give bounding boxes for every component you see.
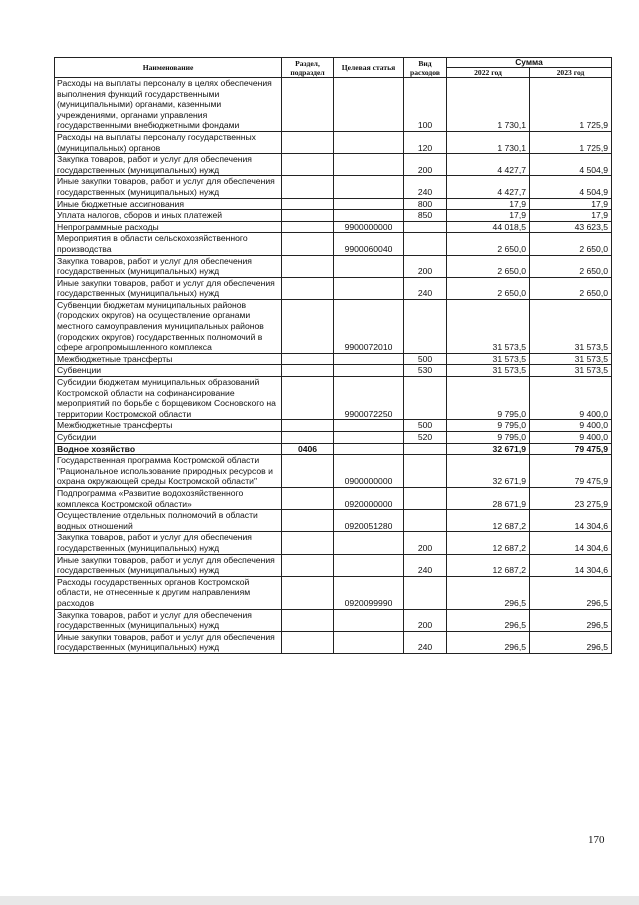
cell-2023: 14 304,6 [530,532,612,554]
header-name: Наименование [55,58,282,78]
cell-2023: 296,5 [530,609,612,631]
header-2023: 2023 год [530,68,612,78]
cell-name: Иные бюджетные ассигнования [55,198,282,210]
cell-kind: 200 [404,154,447,176]
cell-target [334,255,404,277]
cell-kind: 520 [404,432,447,444]
table-row [55,576,612,609]
cell-name: Закупка товаров, работ и услуг для обеспечения государственных (муниципальных) нужд [55,609,282,631]
table-row [55,233,612,255]
cell-section [282,455,334,488]
cell-2022: 296,5 [447,609,530,631]
cell-2023: 1 725,9 [530,78,612,132]
cell-target [334,78,404,132]
cell-2022: 1 730,1 [447,78,530,132]
cell-name: Субвенции [55,365,282,377]
table-row [55,510,612,532]
table-row [55,255,612,277]
cell-kind [404,377,447,420]
cell-kind: 200 [404,255,447,277]
cell-2022: 31 573,5 [447,353,530,365]
cell-section [282,299,334,353]
cell-kind [404,299,447,353]
cell-target [334,609,404,631]
cell-section [282,510,334,532]
cell-section [282,377,334,420]
cell-section [282,576,334,609]
cell-name: Водное хозяйство [55,443,282,455]
cell-section [282,631,334,653]
cell-kind: 500 [404,353,447,365]
cell-2023: 2 650,0 [530,233,612,255]
budget-table-page [54,57,612,654]
cell-target [334,154,404,176]
cell-2022: 31 573,5 [447,299,530,353]
cell-section [282,221,334,233]
cell-2022: 2 650,0 [447,233,530,255]
cell-name: Субсидии бюджетам муниципальных образований Костромской области на софинансирование мероприятий по борьбе с борщевиком Сосновского на территории Костромской области [55,377,282,420]
cell-2023: 9 400,0 [530,432,612,444]
table-row [55,221,612,233]
cell-target [334,420,404,432]
cell-2023: 2 650,0 [530,255,612,277]
budget-table [54,57,612,654]
cell-2023: 4 504,9 [530,176,612,198]
cell-section [282,432,334,444]
cell-section [282,554,334,576]
cell-name: Уплата налогов, сборов и иных платежей [55,210,282,222]
cell-2023: 9 400,0 [530,377,612,420]
cell-kind: 850 [404,210,447,222]
cell-target: 9900072250 [334,377,404,420]
table-row [55,365,612,377]
table-row [55,299,612,353]
cell-target [334,198,404,210]
cell-name: Государственная программа Костромской области "Рациональное использование природных ресурсов и охрана окружающей среды Костромской области" [55,455,282,488]
cell-2022: 1 730,1 [447,131,530,153]
cell-kind [404,576,447,609]
cell-kind: 240 [404,277,447,299]
cell-target: 0920000000 [334,487,404,509]
table-row [55,154,612,176]
table-row [55,131,612,153]
cell-section [282,353,334,365]
cell-2022: 31 573,5 [447,365,530,377]
cell-2023: 23 275,9 [530,487,612,509]
table-row [55,198,612,210]
cell-2022: 32 671,9 [447,455,530,488]
header-target: Целевая статья [334,58,404,78]
cell-2023: 296,5 [530,631,612,653]
cell-target: 9900072010 [334,299,404,353]
table-body [55,78,612,654]
table-row [55,554,612,576]
cell-name: Расходы государственных органов Костромской области, не отнесенные к другим направлениям расходов [55,576,282,609]
cell-target [334,443,404,455]
cell-target [334,432,404,444]
cell-name: Подпрограмма «Развитие водохозяйственного комплекса Костромской области» [55,487,282,509]
header-2022: 2022 год [447,68,530,78]
scan-bottom-edge [0,896,639,905]
cell-name: Осуществление отдельных полномочий в области водных отношений [55,510,282,532]
cell-kind: 100 [404,78,447,132]
cell-name: Расходы на выплаты персоналу государственных (муниципальных) органов [55,131,282,153]
cell-target [334,176,404,198]
cell-target [334,353,404,365]
table-row [55,432,612,444]
cell-name: Расходы на выплаты персоналу в целях обеспечения выполнения функций государственными (муниципальными) органами, казенными учреждениями, органами управления государственными внебюджетными фондами [55,78,282,132]
table-row [55,532,612,554]
cell-2022: 17,9 [447,198,530,210]
cell-2023: 79 475,9 [530,443,612,455]
header-kind: Вид расходов [404,58,447,78]
cell-section [282,255,334,277]
cell-section [282,210,334,222]
cell-2022: 12 687,2 [447,554,530,576]
cell-name: Закупка товаров, работ и услуг для обеспечения государственных (муниципальных) нужд [55,255,282,277]
cell-target: 0920099990 [334,576,404,609]
cell-name: Иные закупки товаров, работ и услуг для обеспечения государственных (муниципальных) нужд [55,277,282,299]
cell-target [334,631,404,653]
cell-kind [404,221,447,233]
cell-2023: 43 623,5 [530,221,612,233]
cell-target: 9900000000 [334,221,404,233]
table-row [55,487,612,509]
cell-target [334,554,404,576]
cell-kind: 200 [404,532,447,554]
cell-2023: 31 573,5 [530,299,612,353]
cell-2023: 17,9 [530,198,612,210]
cell-kind [404,510,447,532]
cell-target: 9900060040 [334,233,404,255]
cell-2022: 4 427,7 [447,154,530,176]
table-row [55,609,612,631]
cell-kind: 200 [404,609,447,631]
cell-kind [404,455,447,488]
cell-kind: 500 [404,420,447,432]
cell-2023: 2 650,0 [530,277,612,299]
cell-2022: 12 687,2 [447,510,530,532]
cell-2023: 1 725,9 [530,131,612,153]
cell-kind [404,487,447,509]
cell-name: Закупка товаров, работ и услуг для обеспечения государственных (муниципальных) нужд [55,532,282,554]
cell-kind: 120 [404,131,447,153]
table-row [55,277,612,299]
cell-kind: 800 [404,198,447,210]
cell-name: Субвенции бюджетам муниципальных районов (городских округов) на осуществление органами местного самоуправления муниципальных районов (городских округов) государственных полномочий в сфере агропромышленного комплекса [55,299,282,353]
cell-section [282,176,334,198]
cell-section [282,420,334,432]
table-row [55,377,612,420]
cell-kind: 240 [404,554,447,576]
cell-2023: 4 504,9 [530,154,612,176]
cell-section [282,78,334,132]
cell-name: Мероприятия в области сельскохозяйственного производства [55,233,282,255]
table-row [55,420,612,432]
cell-section [282,198,334,210]
cell-name: Непрограммные расходы [55,221,282,233]
cell-2022: 296,5 [447,631,530,653]
table-row [55,210,612,222]
cell-section: 0406 [282,443,334,455]
cell-target [334,131,404,153]
cell-section [282,277,334,299]
cell-target [334,365,404,377]
cell-2022: 17,9 [447,210,530,222]
cell-target [334,532,404,554]
cell-name: Межбюджетные трансферты [55,353,282,365]
cell-2022: 4 427,7 [447,176,530,198]
cell-name: Закупка товаров, работ и услуг для обеспечения государственных (муниципальных) нужд [55,154,282,176]
cell-kind [404,233,447,255]
cell-2022: 12 687,2 [447,532,530,554]
header-sum: Сумма [447,58,612,68]
cell-kind [404,443,447,455]
cell-2023: 79 475,9 [530,455,612,488]
cell-2023: 9 400,0 [530,420,612,432]
cell-name: Иные закупки товаров, работ и услуг для обеспечения государственных (муниципальных) нужд [55,631,282,653]
cell-section [282,131,334,153]
header-section: Раздел, подраздел [282,58,334,78]
cell-name: Иные закупки товаров, работ и услуг для обеспечения государственных (муниципальных) нужд [55,176,282,198]
cell-2023: 14 304,6 [530,510,612,532]
table-row [55,176,612,198]
page-number: 170 [588,834,605,846]
cell-target [334,210,404,222]
cell-2022: 28 671,9 [447,487,530,509]
cell-section [282,154,334,176]
cell-2022: 44 018,5 [447,221,530,233]
cell-section [282,487,334,509]
cell-2022: 9 795,0 [447,377,530,420]
cell-2023: 31 573,5 [530,365,612,377]
table-row [55,353,612,365]
cell-2023: 17,9 [530,210,612,222]
cell-2023: 31 573,5 [530,353,612,365]
cell-2022: 2 650,0 [447,277,530,299]
table-row [55,455,612,488]
cell-name: Межбюджетные трансферты [55,420,282,432]
cell-2022: 9 795,0 [447,432,530,444]
cell-kind: 530 [404,365,447,377]
cell-2023: 14 304,6 [530,554,612,576]
cell-kind: 240 [404,631,447,653]
cell-2023: 296,5 [530,576,612,609]
table-row [55,443,612,455]
table-row [55,631,612,653]
table-row [55,78,612,132]
cell-section [282,609,334,631]
cell-target [334,277,404,299]
cell-2022: 2 650,0 [447,255,530,277]
cell-target: 0900000000 [334,455,404,488]
cell-2022: 296,5 [447,576,530,609]
cell-section [282,233,334,255]
cell-2022: 32 671,9 [447,443,530,455]
cell-section [282,365,334,377]
cell-name: Субсидии [55,432,282,444]
cell-section [282,532,334,554]
cell-target: 0920051280 [334,510,404,532]
cell-name: Иные закупки товаров, работ и услуг для обеспечения государственных (муниципальных) нужд [55,554,282,576]
cell-kind: 240 [404,176,447,198]
cell-2022: 9 795,0 [447,420,530,432]
